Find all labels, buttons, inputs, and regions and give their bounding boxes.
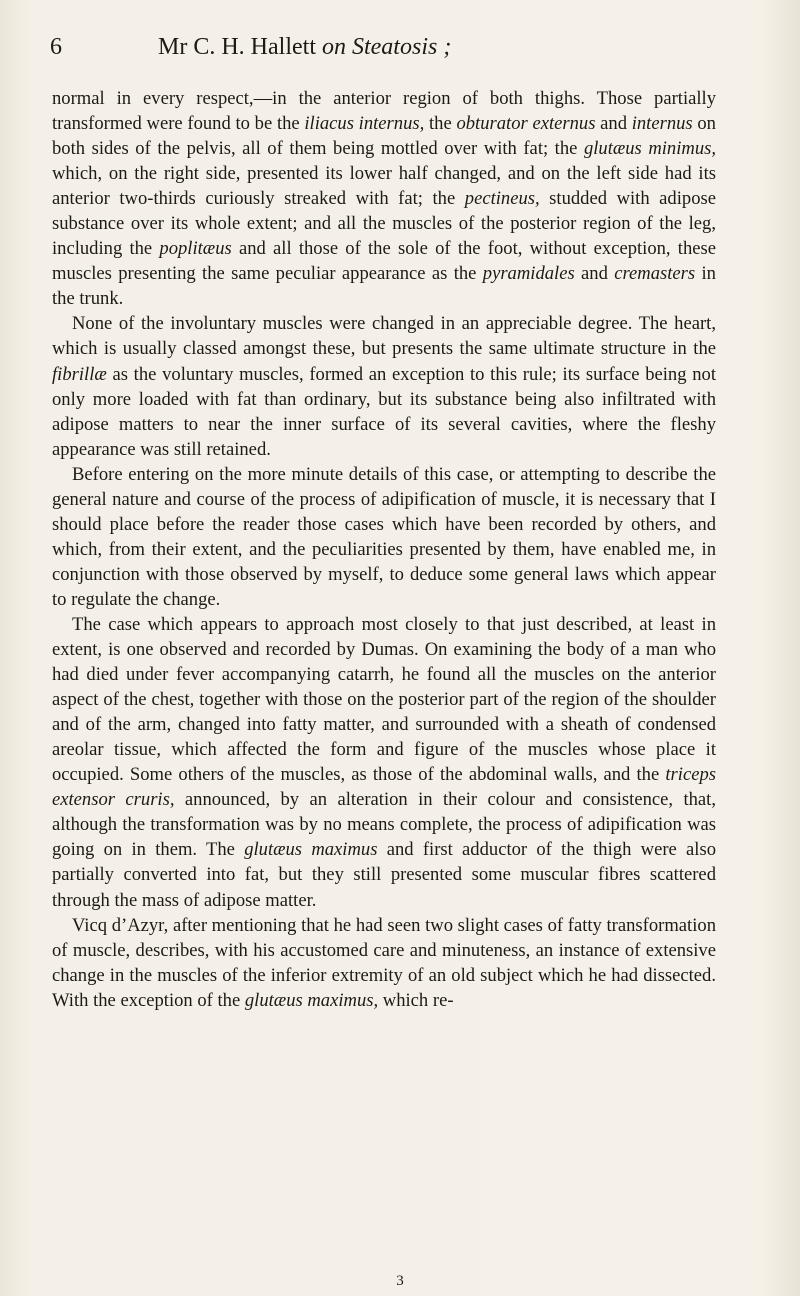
italic-term: glutæus maximus <box>244 839 378 861</box>
text-run: studded with adipose substance over its whole extent; and all the muscles of the posterior region of the leg, including the <box>52 188 716 260</box>
italic-term: cremasters <box>614 263 696 285</box>
body-text <box>52 86 716 1013</box>
page-number: 6 <box>50 34 62 60</box>
italic-term: pectineus, <box>464 188 540 210</box>
text-run: The case which appears to approach most closely to that just described, at least in extent, is one observed and recorded by Dumas. On examining the body of a man who had died under fever accompanying catarrh, he found all the muscles on the anterior aspect of the chest, together with those on the posterior part of the region of the shoulder and of the arm, changed into fatty matter, and surrounded with a sheath of condensed areolar tissue, which affected the form and figure of the muscles whose place it occupied. Some others of the muscles, as those of the abdominal walls, and the <box>52 613 716 786</box>
italic-term: poplitæus <box>159 238 232 260</box>
text-run: and first adductor of the thigh were also partially converted into fat, but they still presented some muscular fibres scattered through the mass of adipose matter. <box>52 839 716 911</box>
text-run: which, on the right side, presented its lower half changed, and on the left side had its anterior two-thirds curiously streaked with fat; the <box>52 163 716 210</box>
text-run: and all those of the sole of the foot, without exception, these muscles presenting the same peculiar appearance as the <box>52 238 716 285</box>
paragraph <box>52 86 716 311</box>
text-run: on both sides of the pelvis, all of them being mottled over with fat; the <box>52 113 716 160</box>
text-run: None of the involuntary muscles were changed in an appreciable degree. The heart, which is usually classed amongst these, but presents the same ultimate structure in the <box>52 313 716 360</box>
text-run: the <box>424 113 457 135</box>
italic-term: pyramidales <box>482 263 575 285</box>
text-run: and <box>595 113 632 135</box>
paragraph <box>52 311 716 461</box>
italic-term: iliacus internus, <box>304 113 425 135</box>
paragraph <box>52 612 716 913</box>
paragraph <box>52 913 716 1013</box>
text-run: in the trunk. <box>52 263 716 310</box>
text-run: Vicq d’Azyr, after mentioning that he had seen two slight cases of fatty transformation of muscle, describes, with his accustomed care and minuteness, an instance of extensive change in the muscles of the inferior extremity of an old subject which he had dissected. With the exception of the <box>52 914 716 1011</box>
text-run: and <box>574 263 615 285</box>
italic-term: glutæus maximus, <box>244 989 379 1011</box>
signature-mark: 3 <box>396 1273 404 1289</box>
running-title <box>158 32 451 62</box>
italic-term: obturator externus <box>456 113 596 135</box>
text-run: announced, by an alteration in their colour and consistence, that, although the transformation was by no means complete, the process of adipification was going on in them. The <box>52 789 716 861</box>
text-run: as the voluntary muscles, formed an exception to this rule; its surface being not only more loaded with fat than ordinary, but its substance being also infiltrated with adipose matters to near the inner surface of its several cavities, where the fleshy appearance was still retained. <box>52 363 716 460</box>
paragraph <box>52 462 716 612</box>
italic-term: internus <box>631 113 693 135</box>
running-head <box>50 32 750 62</box>
text-run: which re- <box>378 989 454 1011</box>
italic-term: glutæus minimus, <box>583 138 716 160</box>
running-title-on: on <box>321 34 346 60</box>
running-title-author: Mr C. H. Hallett <box>158 34 316 60</box>
italic-term: fibrillæ <box>52 363 107 385</box>
italic-term: triceps extensor cruris, <box>52 764 716 811</box>
text-run: normal in every respect,—in the anterior region of both thighs. Those partially transformed were found to be the <box>52 88 716 135</box>
text-run: Before entering on the more minute details of this case, or attempting to describe the general nature and course of the process of adipification of muscle, it is necessary that I should place before the reader those cases which have been recorded by others, and which, from their extent, and the peculiarities presented by them, have enabled me, in conjunction with those observed by myself, to deduce some general laws which appear to regulate the change. <box>52 463 716 610</box>
running-title-topic: Steatosis ; <box>351 34 452 60</box>
